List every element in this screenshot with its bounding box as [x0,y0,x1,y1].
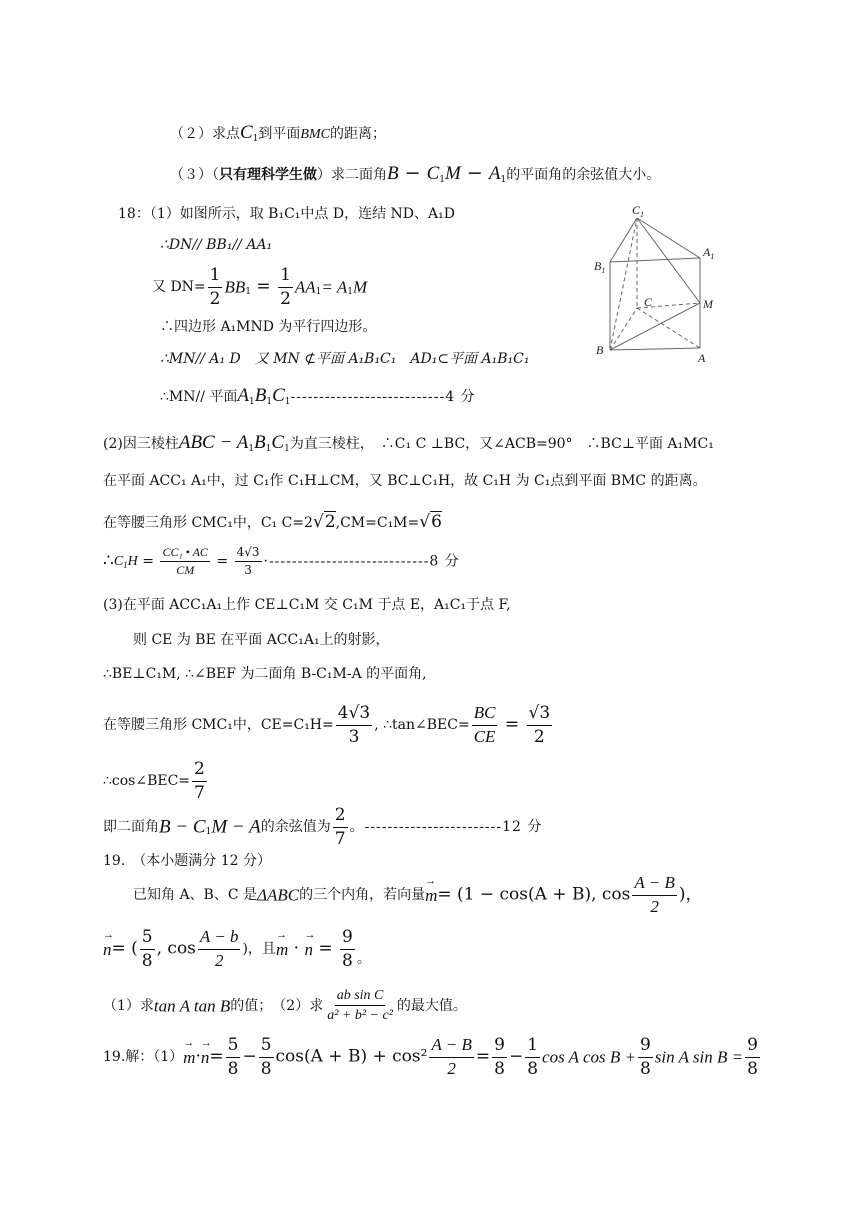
s18-2-line2: 在平面 ACC₁ A₁中，过 C₁作 C₁H⊥CM，又 BC⊥C₁H，故 C₁H 为 C₁点到平面 BMC 的距离。 [103,473,707,489]
edge-c1-a1 [637,218,700,258]
edge-b-m [610,303,700,350]
label-a1: $A_1$ [703,245,715,261]
s18-line6: ∴MN// 平面$A_1B_1C_1---------------------------4$ 分 [160,385,476,407]
label-c1: $C_1$ [632,203,645,219]
s18-line3: 又 DN= $\frac{1}{2}$ $BB_1$ = $\frac{1}{2}$ $AA_1= A_1M$ [152,265,368,309]
label-b: B [596,343,604,357]
q17-part3: （３）（只有理科学生做）求二面角$B - C_1M - A_1$的平面角的余弦值大小。 [170,162,661,185]
s18-3-line6: 即二面角$B - C_1M - A$的余弦值为 $\frac{2}{7}$ 。------------------------12 分 [103,805,543,849]
q19-line1: 已知角 A、B、C 是ΔABC的三个内角，若向量→ m= (1 − cos(A + B), cos $\frac{A - B}{2}$ )， [133,874,702,916]
s18-2-line1: (2)因三棱柱ABC − $A_1B_1C_1$为直三棱柱， ∴C₁ C ⊥BC，又∠ACB=90° ∴BC⊥平面 A₁MC₁ [103,432,714,454]
label-c: C [644,295,653,309]
q17-part2: （２）求点$C_1$到平面BMC的距离； [170,122,386,144]
s18-2-line4: $\therefore C_1H$ = $\frac{\text{CC₁ • AC}}{CM}$ = $\frac{4√3}{3}$ ·----------------------------8 分 [103,545,460,578]
s18-3-line2: 则 CE 为 BE 在平面 ACC₁A₁上的射影， [133,632,390,648]
q19-heading: 19. （本小题满分 12 分） [103,853,271,869]
q19-line2: → n= ( $\frac{5}{8}$ , cos $\frac{A - b}{2}$ )，且→ m · → n = $\frac{9}{8}$ 。 [103,928,371,970]
edge-b-c1 [610,218,637,350]
edge-c-a [637,308,700,348]
s19-line1: 19.解：（1）→ m·→ n= $\frac{5}{8}$ − $\frac{5}{8}$ cos(A + B) + cos² $\frac{A - B}{2}$ = $\frac{9}{8}$ − $\frac{1}{8}$ cos A cos B + $\frac{9}{8}$ sin A sin B = $\frac{9}{8}$ [103,1036,762,1078]
s18-3-line3: ∴BE⊥C₁M, ∴∠BEF 为二面角 B-C₁M-A 的平面角, [103,666,427,682]
s18-3-line4: 在等腰三角形 CMC₁中，CE=C₁H= $\frac{4√3}{3}$ , ∴tan∠BEC= $\frac{BC}{CE}$ = $\frac{√3}{2}$ [103,703,551,747]
q19-line3: （1）求tan A tan B的值； （2）求 $\frac{\text{ab sin C}}{\text{a² + b² − c²}}$ 的最大值。 [103,988,467,1024]
label-b1: $B_1$ [594,259,606,275]
s18-2-line3: 在等腰三角形 CMC₁中，C₁ C=2√2,CM=C₁M=√6 [103,512,442,532]
label-m: M [703,297,713,311]
edge-b1-a1 [610,258,700,262]
s18-line4: ∴四边形 A₁MND 为平行四边形。 [160,319,377,335]
prism-figure [588,200,728,370]
s18-line1: 18：（1）如图所示，取 B₁C₁中点 D，连结 ND、A₁D [118,206,455,222]
s18-3-line5: ∴cos∠BEC= $\frac{2}{7}$ [103,759,205,803]
s18-line2: ∴DN// BB₁// AA₁ [160,237,273,253]
edge-b-a [610,348,700,350]
s18-3-line1: (3)在平面 ACC₁A₁上作 CE⊥C₁M 交 C₁M 于点 E，A₁C₁于点 F, [103,597,511,613]
label-a: A [698,351,706,365]
s18-line5: ∴MN// A₁ D 又 MN ⊄平面 A₁B₁C₁ AD₁⊂平面 A₁B₁C₁ [160,351,530,367]
